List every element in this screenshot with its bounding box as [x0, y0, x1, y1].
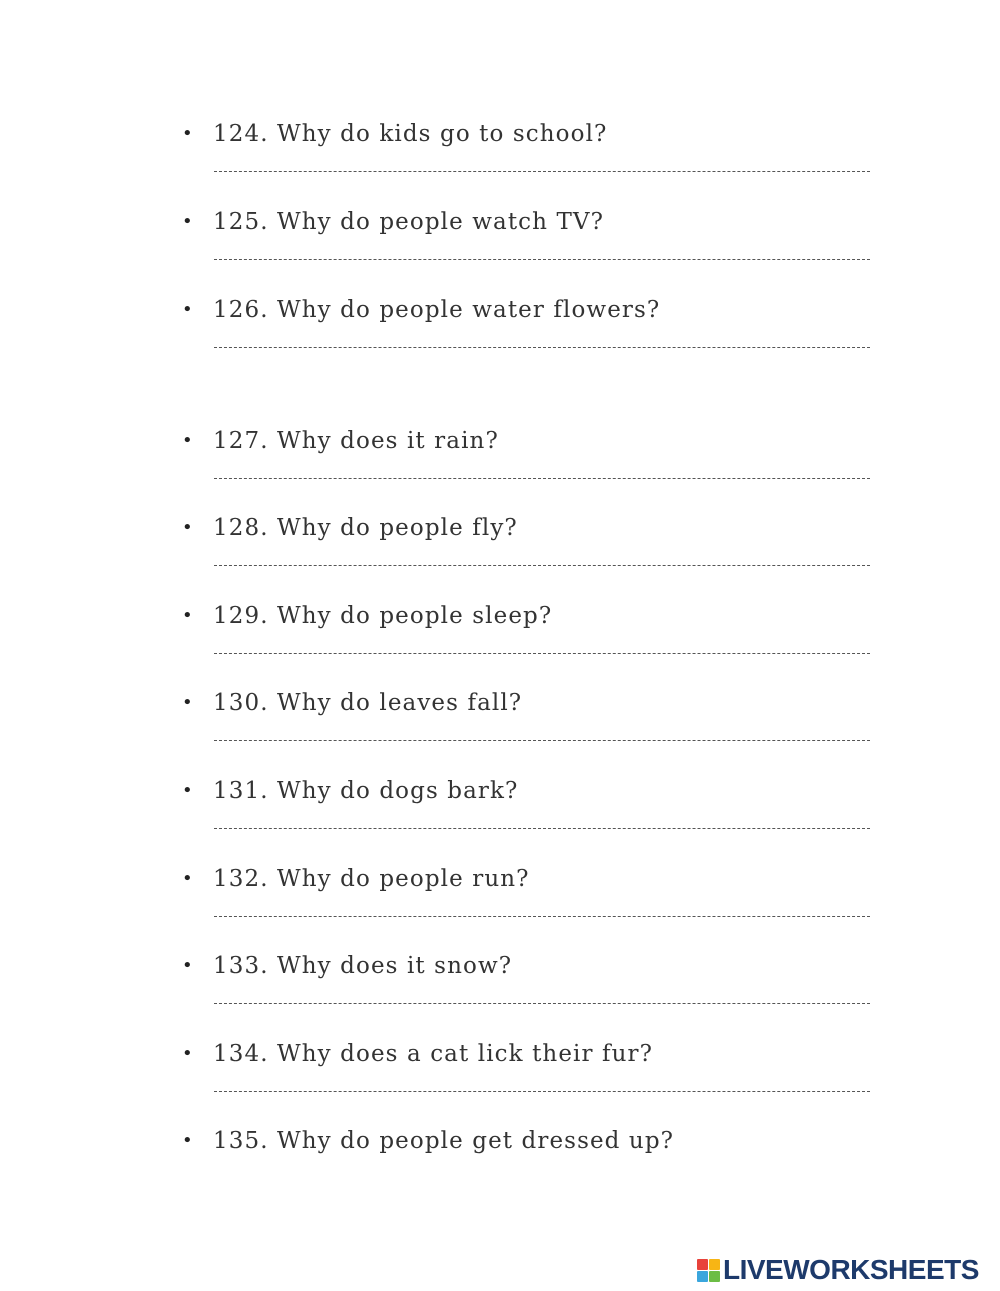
logo-blocks-icon — [697, 1259, 720, 1282]
logo-block-red — [697, 1259, 708, 1270]
question-text: 129. Why do people sleep? — [213, 603, 553, 629]
logo-block-blue — [697, 1271, 708, 1282]
answer-line[interactable] — [214, 347, 870, 348]
answer-line[interactable] — [214, 565, 870, 566]
answer-line[interactable] — [214, 478, 870, 479]
question-item — [0, 295, 1000, 355]
answer-line[interactable] — [214, 740, 870, 741]
question-text: 126. Why do people water flowers? — [213, 297, 661, 323]
bullet-icon: • — [182, 1043, 193, 1064]
question-text: 124. Why do kids go to school? — [213, 121, 608, 147]
question-item — [0, 601, 1000, 661]
question-item — [0, 119, 1000, 179]
bullet-icon: • — [182, 430, 193, 451]
answer-line[interactable] — [214, 828, 870, 829]
bullet-icon: • — [182, 1130, 193, 1151]
logo-block-green — [709, 1271, 720, 1282]
bullet-icon: • — [182, 780, 193, 801]
question-item — [0, 1039, 1000, 1099]
answer-line[interactable] — [214, 653, 870, 654]
bullet-icon: • — [182, 517, 193, 538]
question-item — [0, 1126, 1000, 1186]
bullet-icon: • — [182, 123, 193, 144]
liveworksheets-logo — [697, 1255, 979, 1285]
question-text: 127. Why does it rain? — [213, 428, 499, 454]
bullet-icon: • — [182, 211, 193, 232]
answer-line[interactable] — [214, 916, 870, 917]
question-item — [0, 207, 1000, 267]
logo-text: LIVEWORKSHEETS — [723, 1254, 979, 1285]
question-item — [0, 776, 1000, 836]
logo-block-yellow — [709, 1259, 720, 1270]
question-text: 135. Why do people get dressed up? — [213, 1128, 675, 1154]
question-item — [0, 426, 1000, 486]
question-text: 132. Why do people run? — [213, 866, 530, 892]
question-text: 125. Why do people watch TV? — [213, 209, 605, 235]
question-text: 131. Why do dogs bark? — [213, 778, 519, 804]
question-text: 130. Why do leaves fall? — [213, 690, 523, 716]
question-item — [0, 951, 1000, 1011]
bullet-icon: • — [182, 955, 193, 976]
question-item — [0, 513, 1000, 573]
answer-line[interactable] — [214, 1091, 870, 1092]
answer-line[interactable] — [214, 1003, 870, 1004]
bullet-icon: • — [182, 299, 193, 320]
question-item — [0, 688, 1000, 748]
answer-line[interactable] — [214, 171, 870, 172]
answer-line[interactable] — [214, 259, 870, 260]
question-text: 134. Why does a cat lick their fur? — [213, 1041, 654, 1067]
bullet-icon: • — [182, 868, 193, 889]
bullet-icon: • — [182, 605, 193, 626]
question-text: 133. Why does it snow? — [213, 953, 513, 979]
question-item — [0, 864, 1000, 924]
question-text: 128. Why do people fly? — [213, 515, 518, 541]
bullet-icon: • — [182, 692, 193, 713]
